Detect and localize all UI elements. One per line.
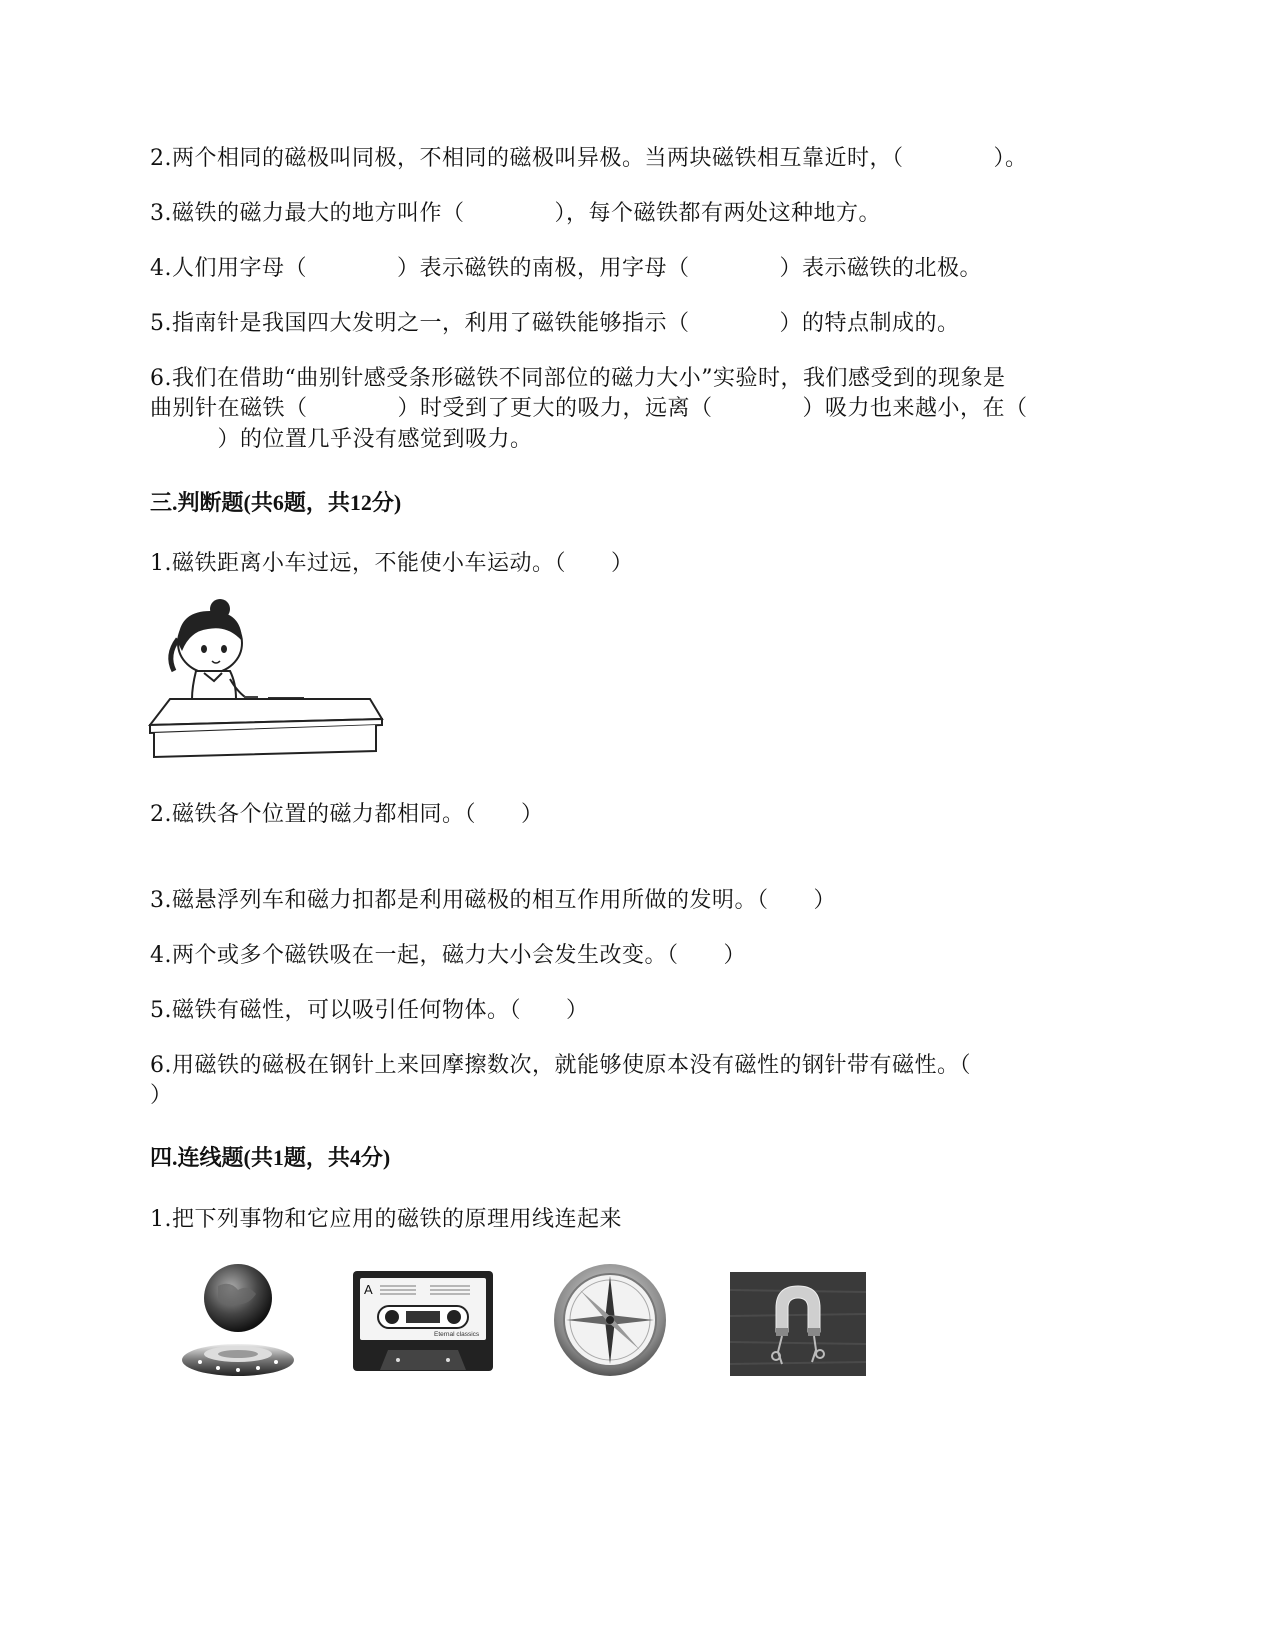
magnet-keys-image xyxy=(730,1272,866,1376)
fill-question-3: 3.磁铁的磁力最大的地方叫作（ ），每个磁铁都有两处这种地方。 xyxy=(150,201,881,226)
cassette-tape-image xyxy=(352,1270,494,1372)
cassette-side-label: A xyxy=(364,1282,373,1297)
judgement-section-heading: 三.判断题(共6题，共12分) xyxy=(150,490,402,515)
cassette-brand-label: Eternal classics xyxy=(434,1331,480,1338)
fill-question-6-line-2: 曲别针在磁铁（ ）时受到了更大的吸力，远离（ ）吸力也来越小，在（ xyxy=(150,396,1028,421)
fill-question-4: 4.人们用字母（ ）表示磁铁的南极，用字母（ ）表示磁铁的北极。 xyxy=(150,256,982,281)
judgement-question-6-line-2: ） xyxy=(150,1083,173,1108)
judgement-question-2: 2.磁铁各个位置的磁力都相同。（ ） xyxy=(150,802,544,827)
girl-desk-car-illustration xyxy=(148,595,398,765)
judgement-question-1: 1.磁铁距离小车过远，不能使小车运动。（ ） xyxy=(150,551,634,576)
judgement-question-4: 4.两个或多个磁铁吸在一起，磁力大小会发生改变。（ ） xyxy=(150,943,746,968)
girl-body xyxy=(192,671,236,699)
compass-image xyxy=(552,1262,668,1378)
fill-question-5: 5.指南针是我国四大发明之一，利用了磁铁能够指示（ ）的特点制成的。 xyxy=(150,311,960,336)
judgement-question-5: 5.磁铁有磁性，可以吸引任何物体。（ ） xyxy=(150,998,589,1023)
judgement-question-6-line-1: 6.用磁铁的磁极在钢针上来回摩擦数次，就能够使原本没有磁性的钢针带有磁性。（ xyxy=(150,1053,971,1078)
judgement-question-3: 3.磁悬浮列车和磁力扣都是利用磁极的相互作用所做的发明。（ ） xyxy=(150,888,836,913)
matching-section-heading: 四.连线题(共1题，共4分) xyxy=(150,1145,391,1170)
fill-question-2: 2.两个相同的磁极叫同极，不相同的磁极叫异极。当两块磁铁相互靠近时，（ ）。 xyxy=(150,146,1028,171)
matching-question-1: 1.把下列事物和它应用的磁铁的原理用线连起来 xyxy=(150,1207,622,1232)
fill-question-6-line-3: ）的位置几乎没有感觉到吸力。 xyxy=(150,427,533,452)
fill-question-6-line-1: 6.我们在借助“曲别针感受条形磁铁不同部位的磁力大小”实验时，我们感受到的现象是 xyxy=(150,366,1006,391)
maglev-globe-image xyxy=(178,1262,300,1382)
